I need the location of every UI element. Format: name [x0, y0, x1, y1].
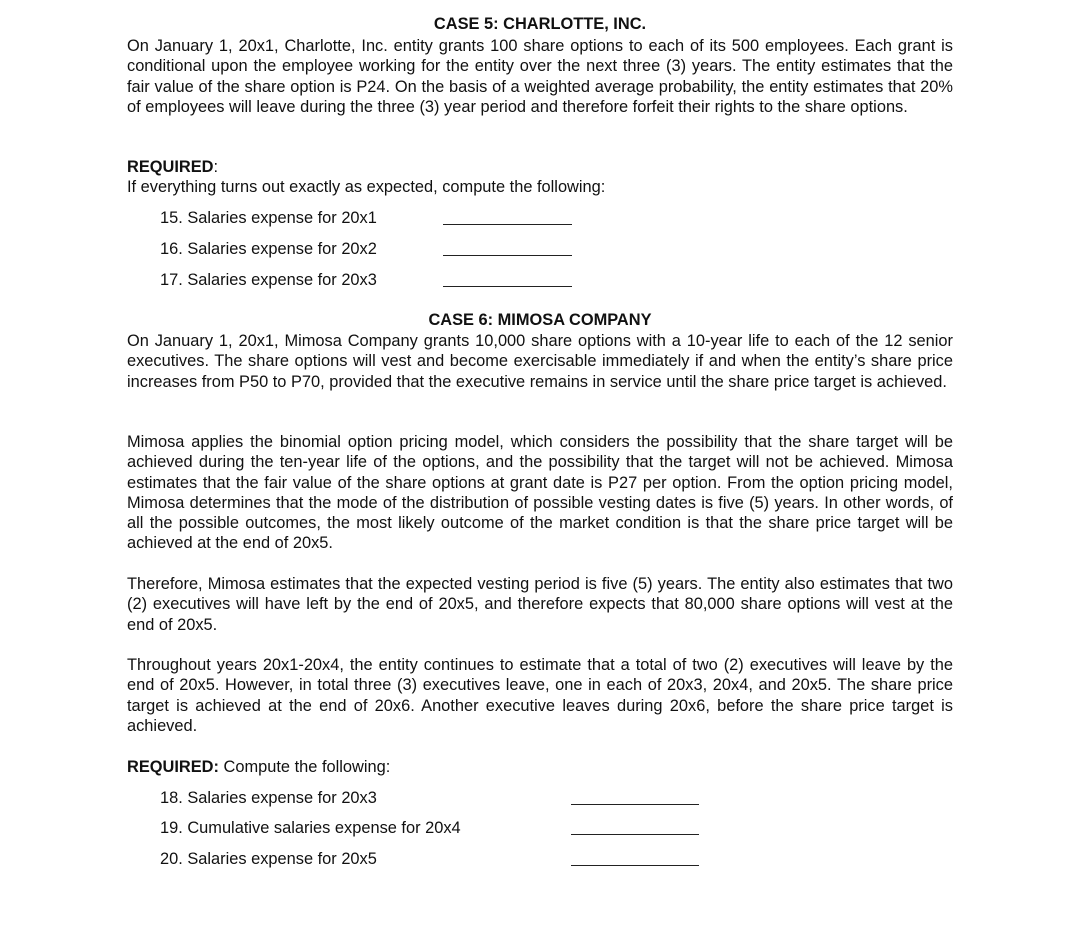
case5-required-colon: :	[213, 158, 219, 176]
case5-title: CASE 5: CHARLOTTE, INC.	[433, 15, 647, 33]
case6-title: CASE 6: MIMOSA COMPANY	[428, 311, 652, 329]
case6-paragraph-1: On January 1, 20x1, Mimosa Company grants 10,000 share options with a 10-year life to each of the 12 senior executives. The share options will vest and become exercisable immediately if and when the entity’s share price increases from P50 to P70, provided that the executive remains in service until the share price target is achieved.	[127, 332, 953, 391]
case5-paragraph: On January 1, 20x1, Charlotte, Inc. entity grants 100 share options to each of its 500 employees. Each grant is conditional upon the employee working for the entity over the next three (3) years. The entity estimates that the fair value of the share option is P24. On the basis of a weighted average probability, the entity estimates that 20% of employees will leave during the three (3) year period and therefore forfeit their rights to the share options.	[127, 37, 953, 116]
case6-paragraph-3: Therefore, Mimosa estimates that the expected vesting period is five (5) years. The entity also estimates that two (2) executives will have left by the end of 20x5, and therefore expects that 80,000 share options will vest at the end of 20x5.	[127, 575, 953, 634]
case5-required-label: REQUIRED	[127, 158, 214, 176]
case6-answer-blank-20[interactable]	[571, 865, 699, 866]
case6-answer-blank-18[interactable]	[571, 804, 699, 805]
case6-paragraph-4: Throughout years 20x1-20x4, the entity continues to estimate that a total of two (2) executives will leave by the end of 20x5. However, in total three (3) executives leave, one in each of 20x3, 20x4, and 20x5. The share price target is achieved at the end of 20x6. Another executive leaves during 20x6, before the share price target is achieved.	[127, 656, 953, 735]
case6-item-19: 19. Cumulative salaries expense for 20x4	[160, 819, 461, 837]
case6-paragraph-2: Mimosa applies the binomial option pricing model, which considers the possibility that the share target will be achieved during the ten-year life of the options, and the possibility that the target will not be achieved. Mimosa estimates that the fair value of the share options at grant date is P27 per option. From the option pricing model, Mimosa determines that the mode of the distribution of possible vesting dates is five (5) years. In other words, of all the possible outcomes, the most likely outcome of the market condition is that the share price target will be achieved at the end of 20x5.	[127, 433, 953, 553]
case5-required-heading	[127, 157, 218, 177]
case6-required-text: Compute the following:	[218, 758, 391, 776]
case6-answer-blank-19[interactable]	[571, 834, 699, 835]
case5-answer-blank-16[interactable]	[443, 255, 572, 256]
case6-required-label: REQUIRED:	[127, 758, 219, 776]
case6-item-18: 18. Salaries expense for 20x3	[160, 789, 377, 807]
case6-item-20: 20. Salaries expense for 20x5	[160, 850, 377, 868]
case5-item-16: 16. Salaries expense for 20x2	[160, 240, 377, 258]
case5-answer-blank-17[interactable]	[443, 286, 572, 287]
case5-item-15: 15. Salaries expense for 20x1	[160, 209, 377, 227]
case6-required-heading	[127, 757, 390, 777]
case5-answer-blank-15[interactable]	[443, 224, 572, 225]
case5-item-17: 17. Salaries expense for 20x3	[160, 271, 377, 289]
case5-required-text: If everything turns out exactly as expected, compute the following:	[127, 178, 606, 196]
